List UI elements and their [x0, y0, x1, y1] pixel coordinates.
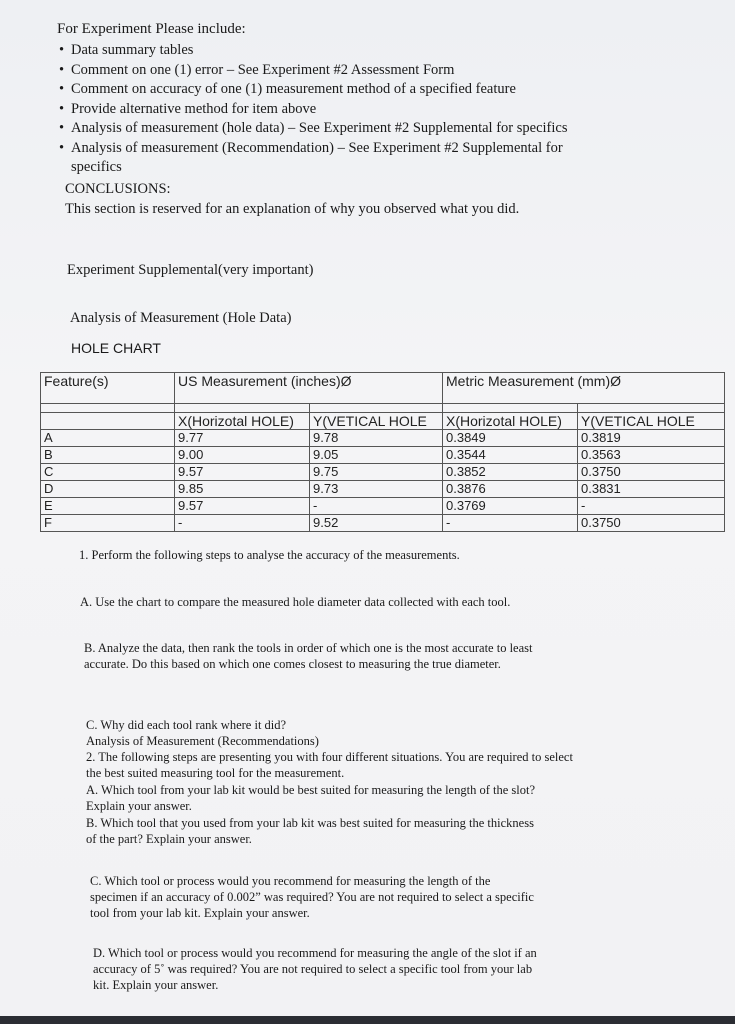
cell-metric-y: 0.3750: [578, 515, 725, 532]
cell-metric-y: 0.3831: [578, 481, 725, 498]
instructions-list: [57, 41, 617, 178]
cell-metric-x: -: [443, 515, 578, 532]
instruction-item: • Analysis of measurement (hole data) – See Experiment #2 Supplemental for specifics: [57, 119, 617, 139]
question-1c: C. Why did each tool rank where it did?: [86, 718, 287, 732]
table-row: [41, 430, 725, 447]
question-2d: D. Which tool or process would you recommend for measuring the angle of the slot if an accuracy of 5˚ was required? You are not required to select a specific tool from your lab kit. Explain your answer.: [93, 946, 537, 992]
header-feature: Feature(s): [41, 373, 175, 404]
table-subheader-row: [41, 413, 725, 430]
table-row: [41, 447, 725, 464]
screen-bottom-edge: [0, 1016, 735, 1024]
header-metric-measurement: Metric Measurement (mm)Ø: [443, 373, 725, 404]
cell-metric-x: 0.3769: [443, 498, 578, 515]
cell-metric-y: 0.3563: [578, 447, 725, 464]
cell-feature: D: [41, 481, 175, 498]
cell-metric-x: 0.3852: [443, 464, 578, 481]
cell-us-x: 9.00: [175, 447, 310, 464]
question-2: 2. The following steps are presenting you with four different situations. You are required to select the best suited measuring tool for the measurement.: [86, 750, 573, 780]
cell-feature: E: [41, 498, 175, 515]
instruction-item: • Comment on one (1) error – See Experiment #2 Assessment Form: [57, 61, 617, 81]
cell-feature: B: [41, 447, 175, 464]
subheader-us-y: Y(VETICAL HOLE: [310, 413, 443, 430]
cell-metric-x: 0.3849: [443, 430, 578, 447]
cell-feature: F: [41, 515, 175, 532]
cell-us-y: 9.75: [310, 464, 443, 481]
table-row: [41, 498, 725, 515]
conclusions-text: This section is reserved for an explanation of why you observed what you did.: [65, 200, 520, 217]
cell-metric-y: 0.3819: [578, 430, 725, 447]
instruction-item: • Data summary tables: [57, 41, 617, 61]
cell-metric-y: 0.3750: [578, 464, 725, 481]
cell-metric-x: 0.3876: [443, 481, 578, 498]
subheader-metric-x: X(Horizotal HOLE): [443, 413, 578, 430]
question-2c: C. Which tool or process would you recommend for measuring the length of the specimen if an accuracy of 0.002” was required? You are not required to select a specific tool from your lab kit. Explain your answer.: [90, 874, 534, 920]
cell-us-x: 9.85: [175, 481, 310, 498]
table-row: [41, 481, 725, 498]
table-row: [41, 515, 725, 532]
instructions-block: [57, 20, 617, 218]
table-spacer-row: [41, 404, 725, 413]
question-2b: B. Which tool that you used from your lab kit was best suited for measuring the thickness of the part? Explain your answer.: [86, 816, 534, 846]
cell-us-y: 9.78: [310, 430, 443, 447]
recommendations-heading: Analysis of Measurement (Recommendations): [86, 734, 319, 748]
cell-us-x: 9.57: [175, 464, 310, 481]
table-row: [41, 464, 725, 481]
cell-us-y: 9.52: [310, 515, 443, 532]
cell-metric-x: 0.3544: [443, 447, 578, 464]
question-1: 1. Perform the following steps to analyse the accuracy of the measurements.: [79, 548, 460, 562]
cell-metric-y: -: [578, 498, 725, 515]
table-header-row: [41, 373, 725, 404]
cell-us-y: -: [310, 498, 443, 515]
conclusions-heading: CONCLUSIONS:: [65, 180, 171, 197]
instruction-item: • Analysis of measurement (Recommendation) – See Experiment #2 Supplemental for specifics: [57, 139, 591, 178]
hole-chart-table: [40, 372, 725, 532]
supplemental-title: Experiment Supplemental(very important): [67, 262, 314, 278]
cell-us-x: -: [175, 515, 310, 532]
question-1b: B. Analyze the data, then rank the tools in order of which one is the most accurate to least accurate. Do this based on which one comes closest to measuring the true diameter.: [84, 641, 533, 671]
cell-feature: C: [41, 464, 175, 481]
cell-us-x: 9.57: [175, 498, 310, 515]
hole-chart-title: HOLE CHART: [71, 340, 161, 356]
question-2a: A. Which tool from your lab kit would be best suited for measuring the length of the slot? Explain your answer.: [86, 783, 535, 813]
instruction-item: • Comment on accuracy of one (1) measurement method of a specified feature: [57, 80, 617, 100]
cell-us-y: 9.05: [310, 447, 443, 464]
instruction-item: • Provide alternative method for item above: [57, 100, 617, 120]
cell-feature: A: [41, 430, 175, 447]
analysis-hole-title: Analysis of Measurement (Hole Data): [70, 310, 292, 326]
subheader-us-x: X(Horizotal HOLE): [175, 413, 310, 430]
cell-us-y: 9.73: [310, 481, 443, 498]
question-1a: A. Use the chart to compare the measured hole diameter data collected with each tool.: [80, 595, 511, 609]
subheader-metric-y: Y(VETICAL HOLE: [578, 413, 725, 430]
instructions-title: For Experiment Please include:: [57, 21, 246, 37]
header-us-measurement: US Measurement (inches)Ø: [175, 373, 443, 404]
cell-us-x: 9.77: [175, 430, 310, 447]
